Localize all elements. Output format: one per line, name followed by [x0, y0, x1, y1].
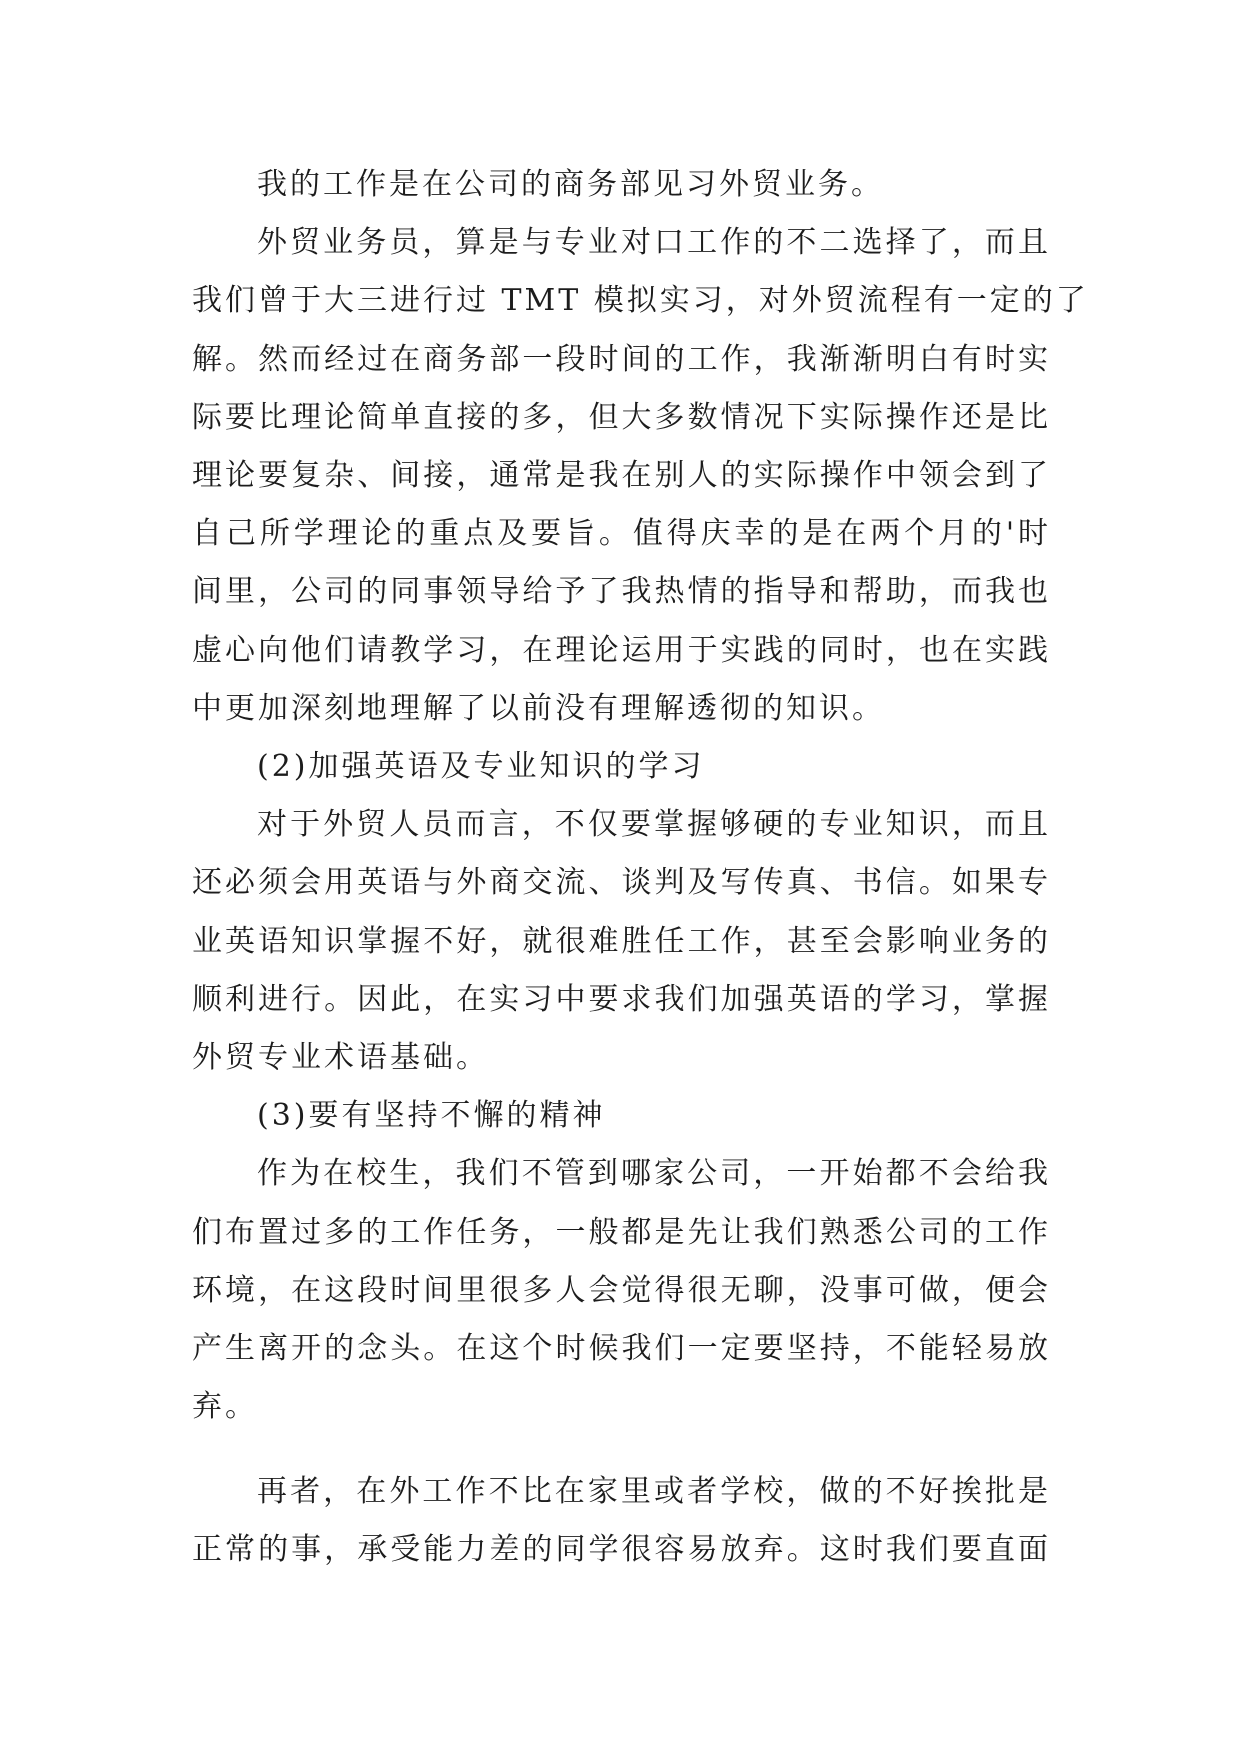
paragraph-line: 们布置过多的工作任务，一般都是先让我们熟悉公司的工作	[192, 1215, 1051, 1250]
paragraph-line: 我的工作是在公司的商务部见习外贸业务。	[257, 167, 884, 202]
paragraph-line: 产生离开的念头。在这个时候我们一定要坚持，不能轻易放	[192, 1331, 1051, 1366]
paragraph-line: 虚心向他们请教学习，在理论运用于实践的同时，也在实践	[192, 633, 1051, 668]
paragraph-line: 正常的事，承受能力差的同学很容易放弃。这时我们要直面	[192, 1532, 1051, 1567]
paragraph-line: 弃。	[192, 1389, 258, 1424]
paragraph-line: 业英语知识掌握不好，就很难胜任工作，甚至会影响业务的	[192, 924, 1051, 959]
paragraph-line: 自己所学理论的重点及要旨。值得庆幸的是在两个月的'时	[192, 516, 1051, 551]
section-heading-text: (2)加强英语及专业知识的学习	[257, 749, 705, 784]
paragraph-line: 作为在校生，我们不管到哪家公司，一开始都不会给我	[257, 1156, 1051, 1191]
paragraph-line: 对于外贸人员而言，不仅要掌握够硬的专业知识，而且	[257, 807, 1051, 842]
paragraph-line: 顺利进行。因此，在实习中要求我们加强英语的学习，掌握	[192, 982, 1051, 1017]
paragraph-line: 际要比理论简单直接的多，但大多数情况下实际操作还是比	[192, 400, 1051, 435]
paragraph-line: 解。然而经过在商务部一段时间的工作，我渐渐明白有时实	[192, 342, 1051, 377]
paragraph-line: 再者，在外工作不比在家里或者学校，做的不好挨批是	[257, 1474, 1051, 1509]
paragraph-line: 还必须会用英语与外商交流、谈判及写传真、书信。如果专	[192, 865, 1051, 900]
paragraph-line: 环境，在这段时间里很多人会觉得很无聊，没事可做，便会	[192, 1273, 1051, 1308]
paragraph-line: 间里，公司的同事领导给予了我热情的指导和帮助，而我也	[192, 574, 1051, 609]
paragraph-line: 我们曾于大三进行过 TMT 模拟实习，对外贸流程有一定的了	[192, 283, 1089, 318]
paragraph-line: 中更加深刻地理解了以前没有理解透彻的知识。	[192, 691, 885, 726]
paragraph-line: 外贸业务员，算是与专业对口工作的不二选择了，而且	[257, 225, 1051, 260]
paragraph-line: 理论要复杂、间接，通常是我在别人的实际操作中领会到了	[192, 458, 1051, 493]
section-heading-text: (3)要有坚持不懈的精神	[257, 1098, 606, 1133]
paragraph-line: 外贸专业术语基础。	[192, 1040, 489, 1075]
